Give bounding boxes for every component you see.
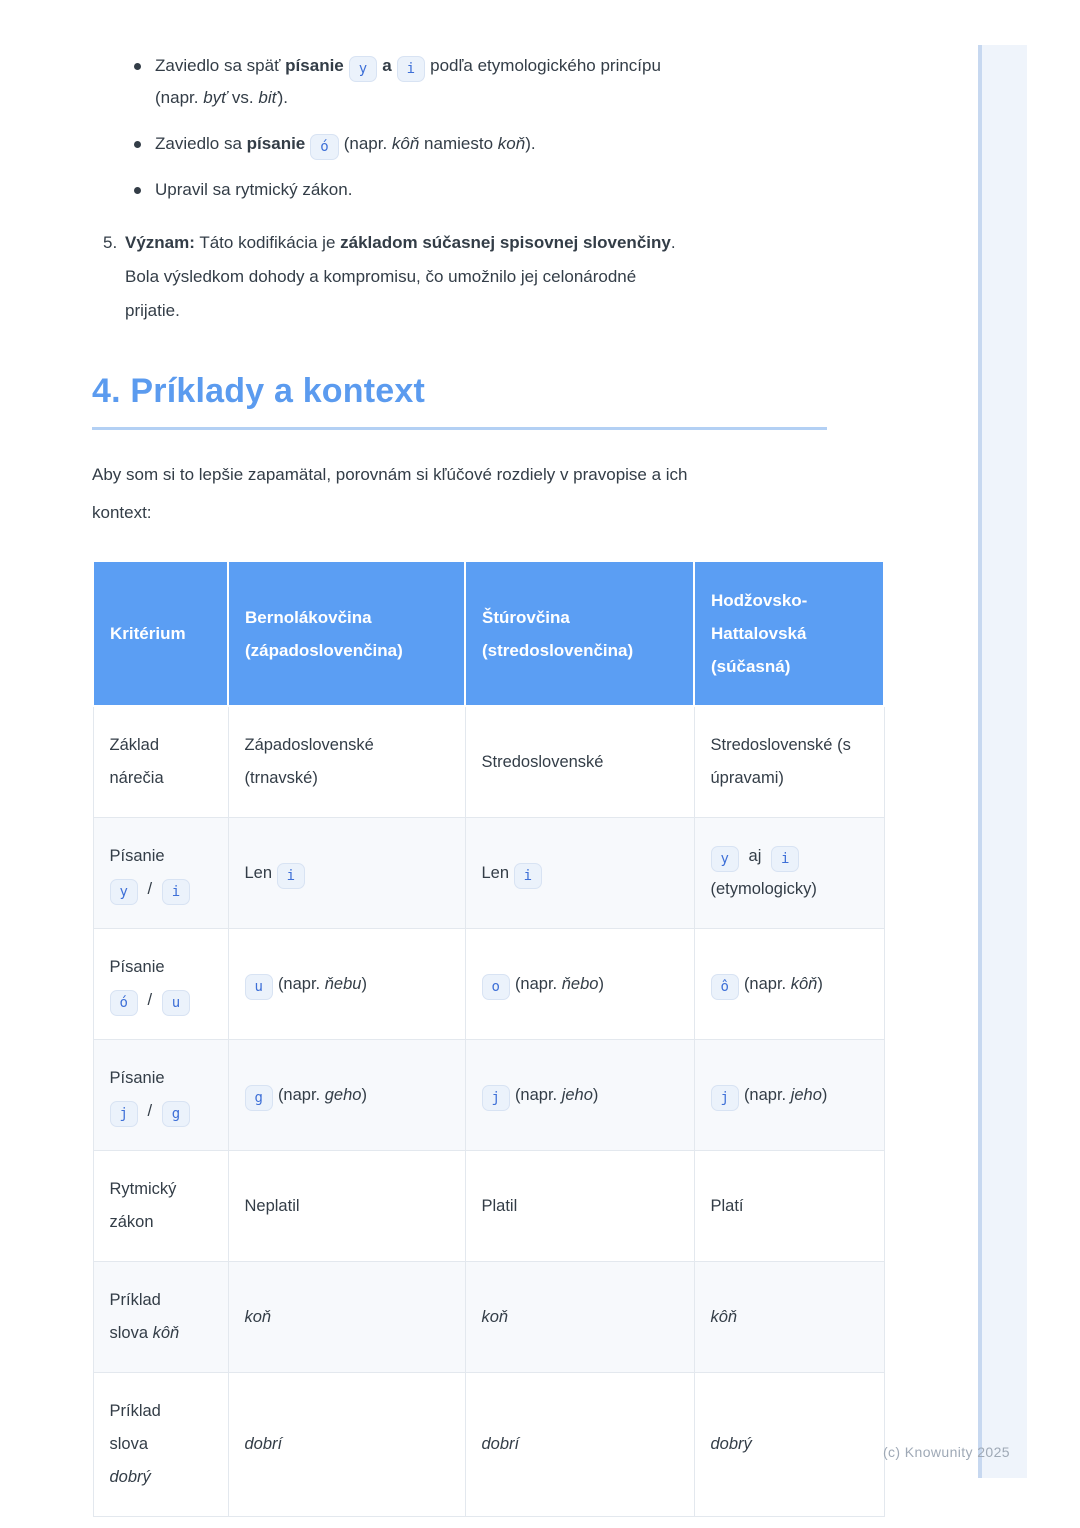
italic-text: byť <box>203 88 228 107</box>
table-row-label-cell: Písanie j / g <box>93 1040 228 1151</box>
table-header-cell: Štúrovčina (stredoslovenčina) <box>465 561 694 706</box>
table-row <box>93 818 884 929</box>
table-header-row <box>93 561 884 706</box>
bullet-item: Upravil sa rytmický zákon. <box>92 174 885 206</box>
section-heading: 4. Príklady a kontext <box>92 372 426 410</box>
table-cell <box>228 1262 465 1373</box>
italic-text: dobrý <box>109 1468 151 1486</box>
table-cell: Platí <box>694 1151 884 1262</box>
table-row <box>93 1262 884 1373</box>
table-cell: Len i <box>228 818 465 929</box>
table-cell <box>694 1373 884 1517</box>
numbered-item-text: Význam: Táto kodifikácia je základom súčasnej spisovnej slovenčiny. Bola výsledkom dohody a kompromisu, čo umožnilo jej celonárodné prijatie. <box>125 233 676 320</box>
table-header-cell: Kritérium <box>93 561 228 706</box>
italic-text: kôň <box>710 1307 738 1326</box>
table-row <box>93 1040 884 1151</box>
bold-text: písanie <box>246 134 306 153</box>
table-cell: Stredoslovenské <box>465 706 694 818</box>
italic-text: ňebo <box>561 974 599 993</box>
inline-code-chip: ó <box>110 990 138 1016</box>
inline-code-chip: j <box>711 1085 739 1111</box>
intro-paragraph: Aby som si to lepšie zapamätal, porovnám si kľúčové rozdiely v pravopise a ich kontext: <box>92 465 688 522</box>
inline-code-chip: u <box>162 990 190 1016</box>
inline-code-chip: y <box>349 56 377 82</box>
italic-text: koň <box>244 1307 272 1326</box>
inline-code-chip: ô <box>711 974 739 1000</box>
document-content <box>92 50 885 1517</box>
table-cell: Neplatil <box>228 1151 465 1262</box>
table-cell: o (napr. ňebo) <box>465 929 694 1040</box>
table-row-label-cell: Príklad slova dobrý <box>93 1373 228 1517</box>
bullet-item: Zaviedlo sa písanie ó (napr. kôň namiesto koň). <box>92 128 885 160</box>
italic-text: biť <box>258 88 278 107</box>
table-cell: y aj i (etymologicky) <box>694 818 884 929</box>
scrollbar-track[interactable] <box>978 45 1027 1478</box>
inline-code-chip: g <box>162 1101 190 1127</box>
table-row <box>93 706 884 818</box>
table-row <box>93 1151 884 1262</box>
table-row-label-cell: Písanie ó / u <box>93 929 228 1040</box>
table-cell: Stredoslovenské (s úpravami) <box>694 706 884 818</box>
inline-code-chip: g <box>245 1085 273 1111</box>
table-row-label-cell: Rytmický zákon <box>93 1151 228 1262</box>
italic-text: jeho <box>561 1085 593 1104</box>
italic-text: kôň <box>152 1324 180 1342</box>
table-row-label-cell: Písanie y / i <box>93 818 228 929</box>
table-cell: u (napr. ňebu) <box>228 929 465 1040</box>
inline-code-chip: u <box>245 974 273 1000</box>
table-row-label-cell: Príklad slova kôň <box>93 1262 228 1373</box>
bullet-list <box>92 50 885 206</box>
inline-code-chip: j <box>482 1085 510 1111</box>
bold-text: základom súčasnej spisovnej slovenčiny <box>340 233 671 252</box>
table-row-label-cell: Základ nárečia <box>93 706 228 818</box>
inline-code-chip: o <box>482 974 510 1000</box>
heading-underline <box>92 427 827 430</box>
inline-code-chip: i <box>397 56 425 82</box>
table-cell: j (napr. jeho) <box>465 1040 694 1151</box>
comparison-table <box>92 560 885 1517</box>
inline-code-chip: i <box>277 863 305 889</box>
italic-text: kôň <box>391 134 420 153</box>
italic-text: dobrí <box>244 1435 283 1453</box>
bold-text: Význam: <box>125 233 195 252</box>
italic-text: dobrý <box>710 1435 752 1453</box>
table-cell <box>694 1262 884 1373</box>
italic-text: kôň <box>790 974 818 993</box>
table-cell <box>465 1373 694 1517</box>
copyright-text: (c) Knowunity 2025 <box>882 1444 1010 1460</box>
table-cell <box>228 1373 465 1517</box>
italic-text: geho <box>324 1085 362 1104</box>
numbered-item <box>92 226 885 328</box>
inline-code-chip: y <box>110 879 138 905</box>
table-cell <box>465 1262 694 1373</box>
inline-code-chip: i <box>514 863 542 889</box>
inline-code-chip: i <box>162 879 190 905</box>
table-header-cell: Hodžovsko-Hattalovská (súčasná) <box>694 561 884 706</box>
bullet-item: Zaviedlo sa späť písanie y a i podľa etymologického princípu (napr. byť vs. biť). <box>92 50 885 114</box>
italic-text: dobrí <box>481 1435 520 1453</box>
bold-text: písanie <box>285 56 344 75</box>
italic-text: koň <box>497 134 526 153</box>
inline-code-chip: i <box>771 846 799 872</box>
numbered-item-marker: 5. <box>103 233 118 252</box>
table-cell: j (napr. jeho) <box>694 1040 884 1151</box>
italic-text: koň <box>481 1307 509 1326</box>
table-header-cell: Bernolákovčina (západoslovenčina) <box>228 561 465 706</box>
table-cell: ô (napr. kôň) <box>694 929 884 1040</box>
italic-text: jeho <box>790 1085 822 1104</box>
table-row <box>93 1373 884 1517</box>
table-cell: Západoslovenské (trnavské) <box>228 706 465 818</box>
inline-code-chip: j <box>110 1101 138 1127</box>
table-row <box>93 929 884 1040</box>
table-cell: g (napr. geho) <box>228 1040 465 1151</box>
inline-code-chip: ó <box>310 134 338 160</box>
italic-text: ňebu <box>324 974 362 993</box>
table-cell: Len i <box>465 818 694 929</box>
table-cell: Platil <box>465 1151 694 1262</box>
inline-code-chip: y <box>711 846 739 872</box>
bold-text: a <box>382 56 392 75</box>
